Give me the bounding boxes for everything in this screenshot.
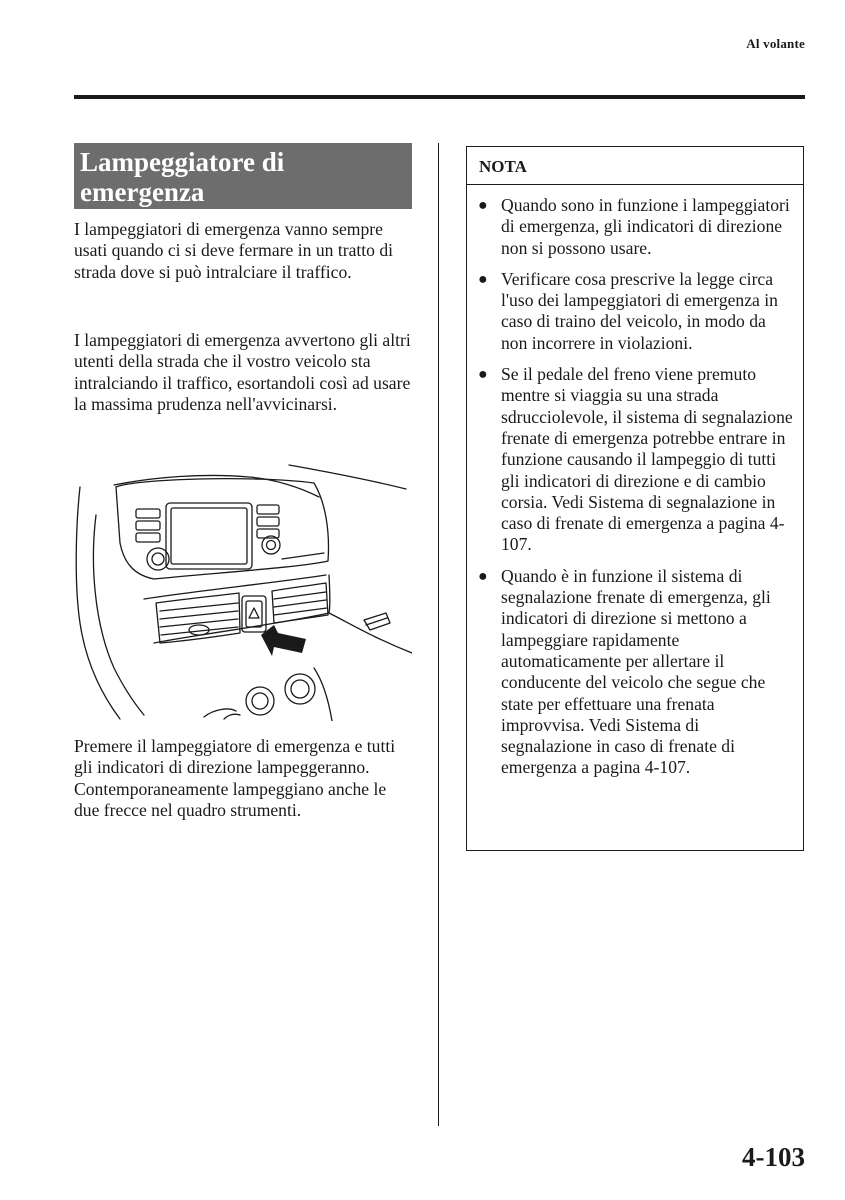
header-rule [74, 95, 805, 99]
note-item [478, 269, 793, 354]
note-item [478, 566, 793, 779]
body-paragraph-3: Premere il lampeggiatore di emergenza e tutti gli indicatori di direzione lampeggeranno. Contemporaneamente lampeggiano anche le due frecce nel quadro strumenti. [74, 736, 396, 820]
note-item-text: Quando è in funzione il sistema di segnalazione frenate di emergenza, gli indicatori di direzione si mettono a lampeggiare rapidamente automaticamente per allertare il conducente del veicolo che segue che state per effettuare una frenata improvvisa. Vedi Sistema di segnalazione in caso di frenate di emergenza a pagina 4-107. [501, 565, 771, 778]
page-number: 4-103 [742, 1142, 805, 1172]
column-divider [438, 143, 439, 1126]
note-item-text: Verificare cosa prescrive la legge circa l'uso dei lampeggiatori di emergenza in caso di traino del veicolo, in modo da non incorrere in violazioni. [501, 268, 778, 353]
note-item-text: Se il pedale del freno viene premuto mentre si viaggia su una strada sdrucciolevole, il sistema di segnalazione frenate di emergenza potrebbe entrare in funzione causando il lampeggio di tutti gli indicatori di direzione e di cambio corsia. Vedi Sistema di segnalazione in caso di frenate di emergenza a pagina 4-107. [501, 364, 793, 555]
bullet-icon: ● [478, 567, 488, 585]
bullet-icon: ● [478, 366, 488, 384]
note-box [466, 146, 804, 851]
note-item-text: Quando sono in funzione i lampeggiatori di emergenza, gli indicatori di direzione non si possono usare. [501, 195, 790, 258]
body-paragraph-1: I lampeggiatori di emergenza vanno sempre usati quando ci si deve fermare in un tratto di strada dove si può intralciare il traffico. [74, 219, 394, 282]
hazard-switch-dashboard-illustration [74, 463, 412, 721]
bullet-icon: ● [478, 270, 488, 288]
note-item [478, 364, 793, 556]
running-header: Al volante [746, 36, 805, 51]
bullet-icon: ● [478, 197, 488, 214]
note-list [467, 185, 803, 779]
note-item [478, 195, 793, 259]
section-title-line-2: emergenza [80, 177, 205, 207]
section-title-line-1: Lampeggiatore di [80, 147, 285, 177]
body-paragraph-2: I lampeggiatori di emergenza avvertono gli altri utenti della strada che il vostro veicolo sta intralciando il traffico, esortandoli così ad usare la massima prudenza nell'avvicinarsi. [74, 330, 411, 414]
note-title: NOTA [467, 147, 803, 185]
section-title [74, 143, 412, 209]
